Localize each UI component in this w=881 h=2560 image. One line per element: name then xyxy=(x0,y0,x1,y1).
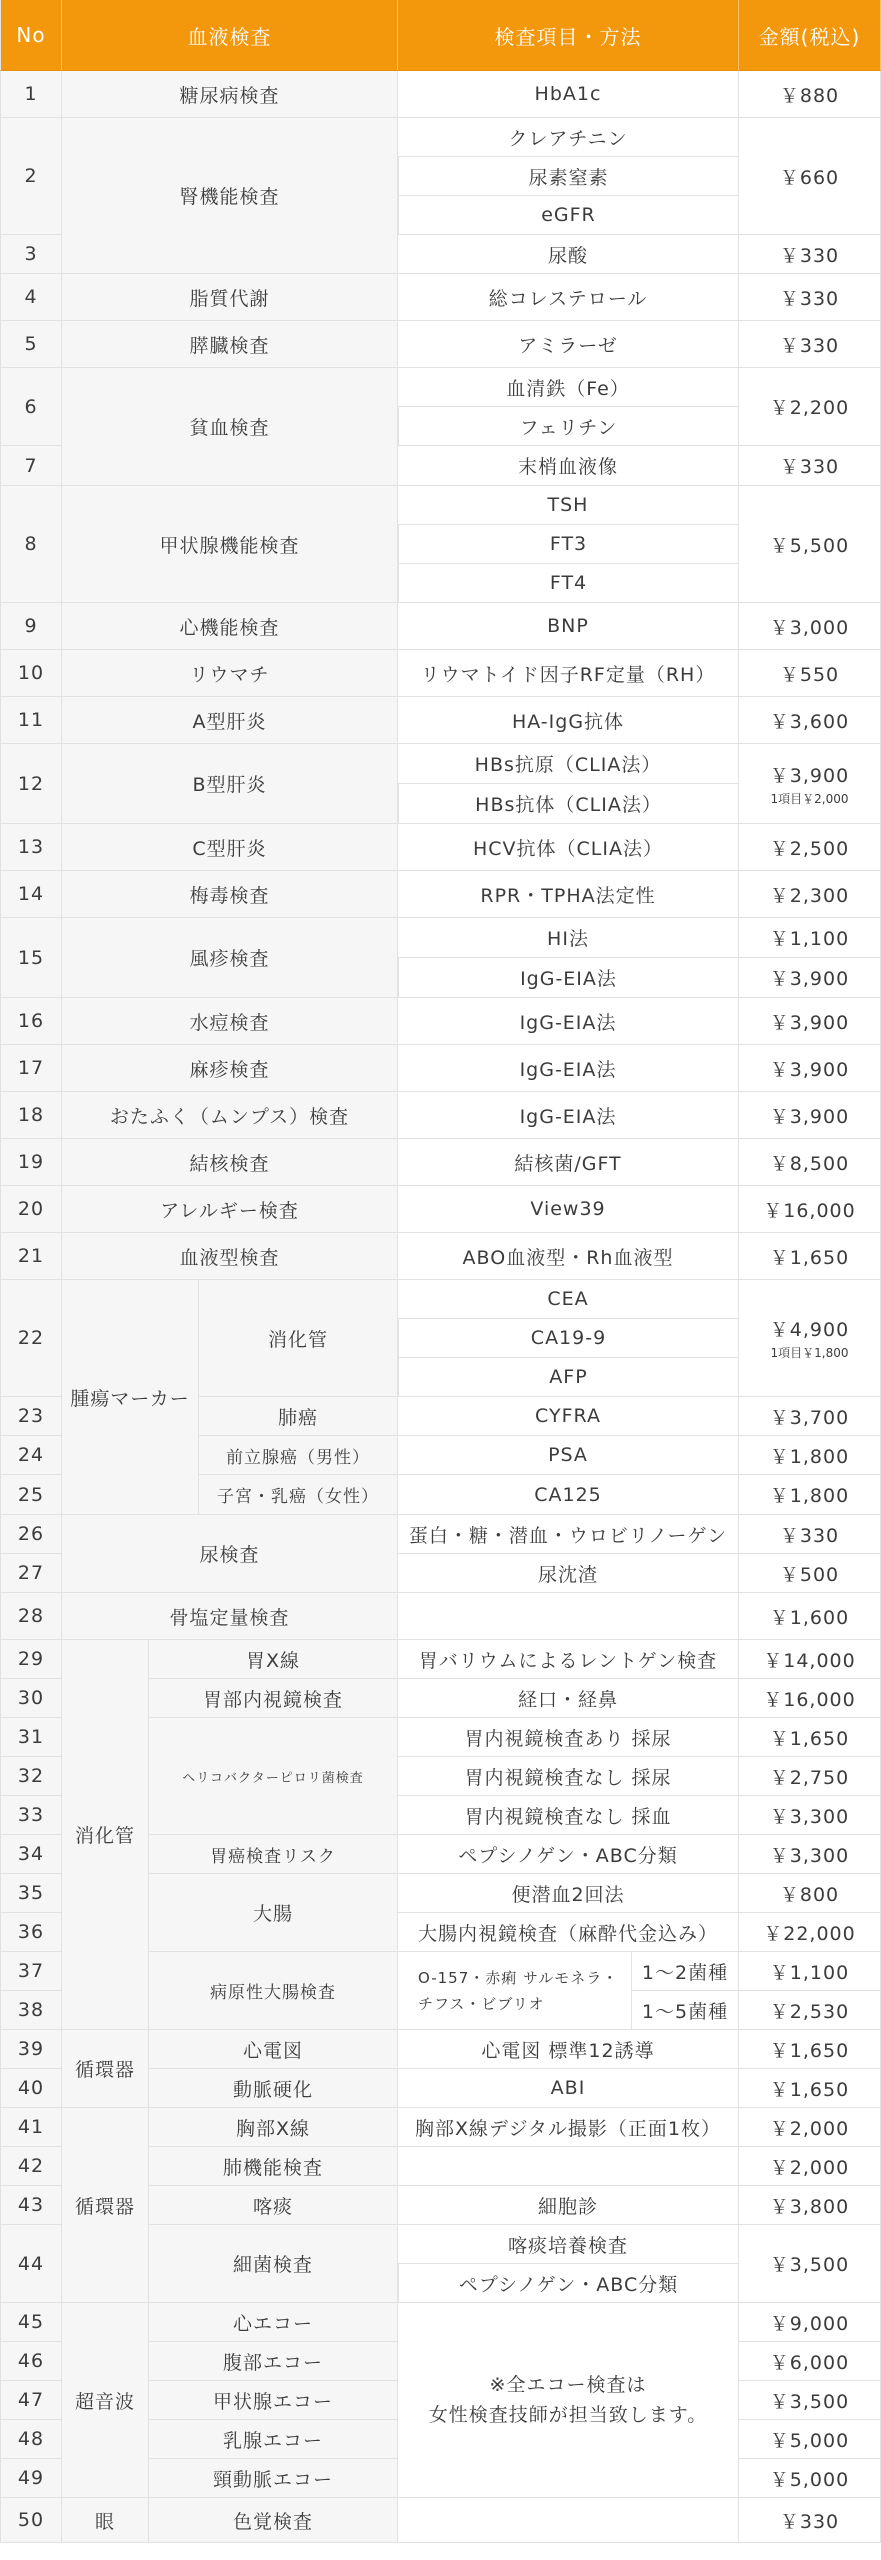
table-row xyxy=(0,2108,881,2147)
row-item: BNP xyxy=(398,603,739,650)
row-no: 24 xyxy=(0,1436,62,1475)
row-no: 32 xyxy=(0,1757,62,1796)
row-item: 経口・経鼻 xyxy=(398,1679,739,1718)
row-price: ￥2,750 xyxy=(739,1757,881,1796)
row-category: 糖尿病検査 xyxy=(62,71,398,118)
row-price: ￥330 xyxy=(739,2498,881,2543)
row-item: HCV抗体（CLIA法） xyxy=(398,824,739,871)
row-item: 尿酸 xyxy=(398,235,739,274)
row-no: 31 xyxy=(0,1718,62,1757)
row-no: 47 xyxy=(0,2381,62,2420)
row-category: B型肝炎 xyxy=(62,744,398,824)
row-price: ￥330 xyxy=(739,446,881,486)
row-price: ￥9,000 xyxy=(739,2303,881,2342)
row-item: 心電図 標準12誘導 xyxy=(398,2030,739,2069)
row-group: 循環器 xyxy=(62,2108,149,2303)
row-item: ペプシノゲン・ABC分類 xyxy=(398,2264,739,2303)
header-item: 検査項目・方法 xyxy=(398,0,739,71)
row-category: 大腸 xyxy=(149,1874,398,1952)
row-no: 13 xyxy=(0,824,62,871)
row-no: 27 xyxy=(0,1554,62,1593)
row-no: 44 xyxy=(0,2225,62,2303)
table-row xyxy=(0,118,881,157)
row-no: 17 xyxy=(0,1045,62,1092)
row-category: ヘリコバクターピロリ菌検査 xyxy=(149,1718,398,1835)
row-no: 26 xyxy=(0,1515,62,1554)
row-category: 血液型検査 xyxy=(62,1233,398,1280)
row-no: 38 xyxy=(0,1991,62,2030)
row-item: リウマトイド因子RF定量（RH） xyxy=(398,650,739,697)
table-row xyxy=(0,603,881,650)
row-no: 25 xyxy=(0,1475,62,1515)
row-item: IgG-EIA法 xyxy=(398,1092,739,1139)
row-category: A型肝炎 xyxy=(62,697,398,744)
row-item: 血清鉄（Fe） xyxy=(398,368,739,407)
table-row xyxy=(0,744,881,784)
row-price: ￥3,000 xyxy=(739,603,881,650)
row-no: 16 xyxy=(0,998,62,1045)
row-item: HI法 xyxy=(398,918,739,958)
row-price: ￥14,000 xyxy=(739,1640,881,1679)
table-row xyxy=(0,871,881,918)
row-price: ￥5,000 xyxy=(739,2420,881,2459)
row-price: ￥500 xyxy=(739,1554,881,1593)
row-no: 33 xyxy=(0,1796,62,1835)
row-item: 胃バリウムによるレントゲン検査 xyxy=(398,1640,739,1679)
row-category: 結核検査 xyxy=(62,1139,398,1186)
table-row xyxy=(0,1593,881,1640)
row-price: ￥2,200 xyxy=(739,368,881,446)
row-price: ￥1,100 xyxy=(739,918,881,958)
row-no: 14 xyxy=(0,871,62,918)
row-price: ￥3,500 xyxy=(739,2381,881,2420)
row-price: ￥1,650 xyxy=(739,2069,881,2108)
row-item: IgG-EIA法 xyxy=(398,958,739,998)
row-category: 水痘検査 xyxy=(62,998,398,1045)
row-item: IgG-EIA法 xyxy=(398,1045,739,1092)
row-price: ￥1,650 xyxy=(739,1718,881,1757)
row-item: 大腸内視鏡検査（麻酔代金込み） xyxy=(398,1913,739,1952)
row-price: ￥330 xyxy=(739,321,881,368)
row-price: ￥2,000 xyxy=(739,2147,881,2186)
row-no: 43 xyxy=(0,2186,62,2225)
row-no: 45 xyxy=(0,2303,62,2342)
row-price: ￥330 xyxy=(739,274,881,321)
row-no: 6 xyxy=(0,368,62,446)
table-row xyxy=(0,71,881,118)
row-category: 心電図 xyxy=(149,2030,398,2069)
row-item: 胸部X線デジタル撮影（正面1枚） xyxy=(398,2108,739,2147)
row-no: 36 xyxy=(0,1913,62,1952)
row-price: ￥5,000 xyxy=(739,2459,881,2498)
row-category: 肺癌 xyxy=(199,1397,398,1436)
row-item: 胃内視鏡検査なし 採血 xyxy=(398,1796,739,1835)
table-row xyxy=(0,824,881,871)
row-category: 甲状腺エコー xyxy=(149,2381,398,2420)
row-price: ￥3,900 xyxy=(739,1045,881,1092)
row-no: 8 xyxy=(0,486,62,603)
row-item: TSH xyxy=(398,486,739,525)
row-price: ￥3,600 xyxy=(739,697,881,744)
row-category: 頸動脈エコー xyxy=(149,2459,398,2498)
row-item: CEA xyxy=(398,1280,739,1319)
row-item: アミラーゼ xyxy=(398,321,739,368)
row-category: 心エコー xyxy=(149,2303,398,2342)
row-price: ￥330 xyxy=(739,1515,881,1554)
row-no: 28 xyxy=(0,1593,62,1640)
row-category: 胃癌検査リスク xyxy=(149,1835,398,1874)
row-item: IgG-EIA法 xyxy=(398,998,739,1045)
table-row xyxy=(0,368,881,407)
row-no: 42 xyxy=(0,2147,62,2186)
row-item-empty xyxy=(398,2147,739,2186)
row-category: 腹部エコー xyxy=(149,2342,398,2381)
row-item: 末梢血液像 xyxy=(398,446,739,486)
row-group: 腫瘍マーカー xyxy=(62,1280,199,1515)
row-no: 40 xyxy=(0,2069,62,2108)
row-category: 乳腺エコー xyxy=(149,2420,398,2459)
row-category: 胃X線 xyxy=(149,1640,398,1679)
row-group: 循環器 xyxy=(62,2030,149,2108)
row-category: 肺機能検査 xyxy=(149,2147,398,2186)
row-category: 子宮・乳癌（女性） xyxy=(199,1475,398,1515)
table-row xyxy=(0,2030,881,2069)
header-category: 血液検査 xyxy=(62,0,398,71)
row-no: 7 xyxy=(0,446,62,486)
row-no: 18 xyxy=(0,1092,62,1139)
row-category: 動脈硬化 xyxy=(149,2069,398,2108)
row-price: ￥8,500 xyxy=(739,1139,881,1186)
row-price: ￥660 xyxy=(739,118,881,235)
row-item: PSA xyxy=(398,1436,739,1475)
row-item: ペプシノゲン・ABC分類 xyxy=(398,1835,739,1874)
row-price: ￥1,800 xyxy=(739,1436,881,1475)
row-item: 胃内視鏡検査あり 採尿 xyxy=(398,1718,739,1757)
row-item-empty xyxy=(398,2498,739,2543)
price-note: 1項目￥2,000 xyxy=(770,791,849,806)
price-value: ￥3,900 xyxy=(769,764,850,787)
row-category: 梅毒検査 xyxy=(62,871,398,918)
row-no: 29 xyxy=(0,1640,62,1679)
row-item: 尿素窒素 xyxy=(398,157,739,196)
table-row xyxy=(0,1139,881,1186)
row-no: 12 xyxy=(0,744,62,824)
row-price: ￥880 xyxy=(739,71,881,118)
row-subitem: 1〜5菌種 xyxy=(632,1991,739,2030)
row-category: 麻疹検査 xyxy=(62,1045,398,1092)
row-category: 病原性大腸検査 xyxy=(149,1952,398,2030)
row-item: View39 xyxy=(398,1186,739,1233)
row-price: ￥3,900 xyxy=(739,958,881,998)
row-item: ABI xyxy=(398,2069,739,2108)
row-no: 15 xyxy=(0,918,62,998)
row-category: 貧血検査 xyxy=(62,368,398,486)
row-price: ￥1,800 xyxy=(739,1475,881,1515)
row-price: ￥2,500 xyxy=(739,824,881,871)
row-price: ￥3,800 xyxy=(739,2186,881,2225)
table-row xyxy=(0,1280,881,1319)
row-price: ￥1,650 xyxy=(739,1233,881,1280)
row-price: ￥3,700 xyxy=(739,1397,881,1436)
row-category: 胸部X線 xyxy=(149,2108,398,2147)
row-no: 11 xyxy=(0,697,62,744)
table-row xyxy=(0,321,881,368)
row-no: 22 xyxy=(0,1280,62,1397)
row-price xyxy=(739,744,881,824)
echo-note xyxy=(398,2303,739,2498)
row-category: 細菌検査 xyxy=(149,2225,398,2303)
row-price: ￥3,500 xyxy=(739,2225,881,2303)
table-row xyxy=(0,274,881,321)
row-no: 10 xyxy=(0,650,62,697)
echo-note-line2: 女性検査技師が担当致します。 xyxy=(428,2404,708,2426)
table-row xyxy=(0,2303,881,2342)
row-item: FT3 xyxy=(398,525,739,564)
table-row xyxy=(0,1186,881,1233)
table-row xyxy=(0,1092,881,1139)
row-item: ABO血液型・Rh血液型 xyxy=(398,1233,739,1280)
row-item: CYFRA xyxy=(398,1397,739,1436)
header-no: No xyxy=(0,0,62,71)
row-price: ￥330 xyxy=(739,235,881,274)
row-price: ￥1,650 xyxy=(739,2030,881,2069)
row-no: 37 xyxy=(0,1952,62,1991)
row-category: 喀痰 xyxy=(149,2186,398,2225)
row-no: 41 xyxy=(0,2108,62,2147)
row-price: ￥3,900 xyxy=(739,998,881,1045)
row-category: アレルギー検査 xyxy=(62,1186,398,1233)
row-category: 色覚検査 xyxy=(149,2498,398,2543)
row-no: 46 xyxy=(0,2342,62,2381)
row-item: HA-IgG抗体 xyxy=(398,697,739,744)
row-category: 脂質代謝 xyxy=(62,274,398,321)
row-category: おたふく（ムンプス）検査 xyxy=(62,1092,398,1139)
row-price: ￥1,600 xyxy=(739,1593,881,1640)
row-category: 消化管 xyxy=(199,1280,398,1397)
row-item: CA19-9 xyxy=(398,1319,739,1358)
row-item: 便潜血2回法 xyxy=(398,1874,739,1913)
row-no: 1 xyxy=(0,71,62,118)
row-category: 風疹検査 xyxy=(62,918,398,998)
row-no: 4 xyxy=(0,274,62,321)
row-no: 20 xyxy=(0,1186,62,1233)
table-row xyxy=(0,1045,881,1092)
row-no: 23 xyxy=(0,1397,62,1436)
row-category: リウマチ xyxy=(62,650,398,697)
row-price: ￥2,300 xyxy=(739,871,881,918)
row-group: 消化管 xyxy=(62,1640,149,2030)
row-price: ￥2,530 xyxy=(739,1991,881,2030)
row-category: 膵臓検査 xyxy=(62,321,398,368)
row-no: 35 xyxy=(0,1874,62,1913)
row-no: 50 xyxy=(0,2498,62,2543)
row-no: 34 xyxy=(0,1835,62,1874)
row-price: ￥550 xyxy=(739,650,881,697)
table-row xyxy=(0,918,881,958)
row-price: ￥1,100 xyxy=(739,1952,881,1991)
row-price: ￥16,000 xyxy=(739,1679,881,1718)
row-price: ￥800 xyxy=(739,1874,881,1913)
row-item-empty xyxy=(398,1593,739,1640)
row-item: AFP xyxy=(398,1358,739,1397)
row-item: CA125 xyxy=(398,1475,739,1515)
row-price: ￥22,000 xyxy=(739,1913,881,1952)
row-item: フェリチン xyxy=(398,407,739,446)
row-item: 尿沈渣 xyxy=(398,1554,739,1593)
row-category: 心機能検査 xyxy=(62,603,398,650)
row-no: 9 xyxy=(0,603,62,650)
row-item: HBs抗原（CLIA法） xyxy=(398,744,739,784)
row-item: 結核菌/GFT xyxy=(398,1139,739,1186)
row-category: 尿検査 xyxy=(62,1515,398,1593)
table-header xyxy=(0,0,881,71)
row-item: HbA1c xyxy=(398,71,739,118)
row-item: FT4 xyxy=(398,564,739,603)
row-item: eGFR xyxy=(398,196,739,235)
row-price: ￥3,300 xyxy=(739,1796,881,1835)
price-note: 1項目￥1,800 xyxy=(770,1346,849,1360)
table-row xyxy=(0,697,881,744)
row-group: 超音波 xyxy=(62,2303,149,2498)
row-subitem: 1〜2菌種 xyxy=(632,1952,739,1991)
row-category: 骨塩定量検査 xyxy=(62,1593,398,1640)
row-no: 2 xyxy=(0,118,62,235)
row-price: ￥16,000 xyxy=(739,1186,881,1233)
row-price: ￥6,000 xyxy=(739,2342,881,2381)
row-category: C型肝炎 xyxy=(62,824,398,871)
row-item: クレアチニン xyxy=(398,118,739,157)
row-item: RPR・TPHA法定性 xyxy=(398,871,739,918)
row-no: 48 xyxy=(0,2420,62,2459)
row-no: 49 xyxy=(0,2459,62,2498)
row-item: 蛋白・糖・潜血・ウロビリノーゲン xyxy=(398,1515,739,1554)
row-price: ￥3,900 xyxy=(739,1092,881,1139)
row-category: 甲状腺機能検査 xyxy=(62,486,398,603)
row-category: 腎機能検査 xyxy=(62,118,398,274)
table-row xyxy=(0,650,881,697)
row-no: 21 xyxy=(0,1233,62,1280)
table-row xyxy=(0,2498,881,2543)
echo-note-line1: ※全エコー検査は xyxy=(489,2374,647,2396)
row-category: 前立腺癌（男性） xyxy=(199,1436,398,1475)
table-row xyxy=(0,1233,881,1280)
header-price: 金額(税込) xyxy=(739,0,881,71)
row-item: HBs抗体（CLIA法） xyxy=(398,784,739,824)
row-item: 胃内視鏡検査なし 採尿 xyxy=(398,1757,739,1796)
row-category: 胃部内視鏡検査 xyxy=(149,1679,398,1718)
table-row xyxy=(0,998,881,1045)
row-price: ￥5,500 xyxy=(739,486,881,603)
row-price xyxy=(739,1280,881,1397)
row-no: 30 xyxy=(0,1679,62,1718)
row-group: 眼 xyxy=(62,2498,149,2543)
row-no: 5 xyxy=(0,321,62,368)
price-value: ￥4,900 xyxy=(769,1319,850,1341)
table-row xyxy=(0,486,881,525)
row-no: 3 xyxy=(0,235,62,274)
row-no: 39 xyxy=(0,2030,62,2069)
row-item: 総コレステロール xyxy=(398,274,739,321)
row-item: 喀痰培養検査 xyxy=(398,2225,739,2264)
table-row xyxy=(0,1640,881,1679)
row-item: 細胞診 xyxy=(398,2186,739,2225)
row-no: 19 xyxy=(0,1139,62,1186)
row-item: O-157・赤痢 サルモネラ・チフス・ビブリオ xyxy=(398,1952,632,2030)
row-price: ￥2,000 xyxy=(739,2108,881,2147)
table-row xyxy=(0,1515,881,1554)
row-price: ￥3,300 xyxy=(739,1835,881,1874)
